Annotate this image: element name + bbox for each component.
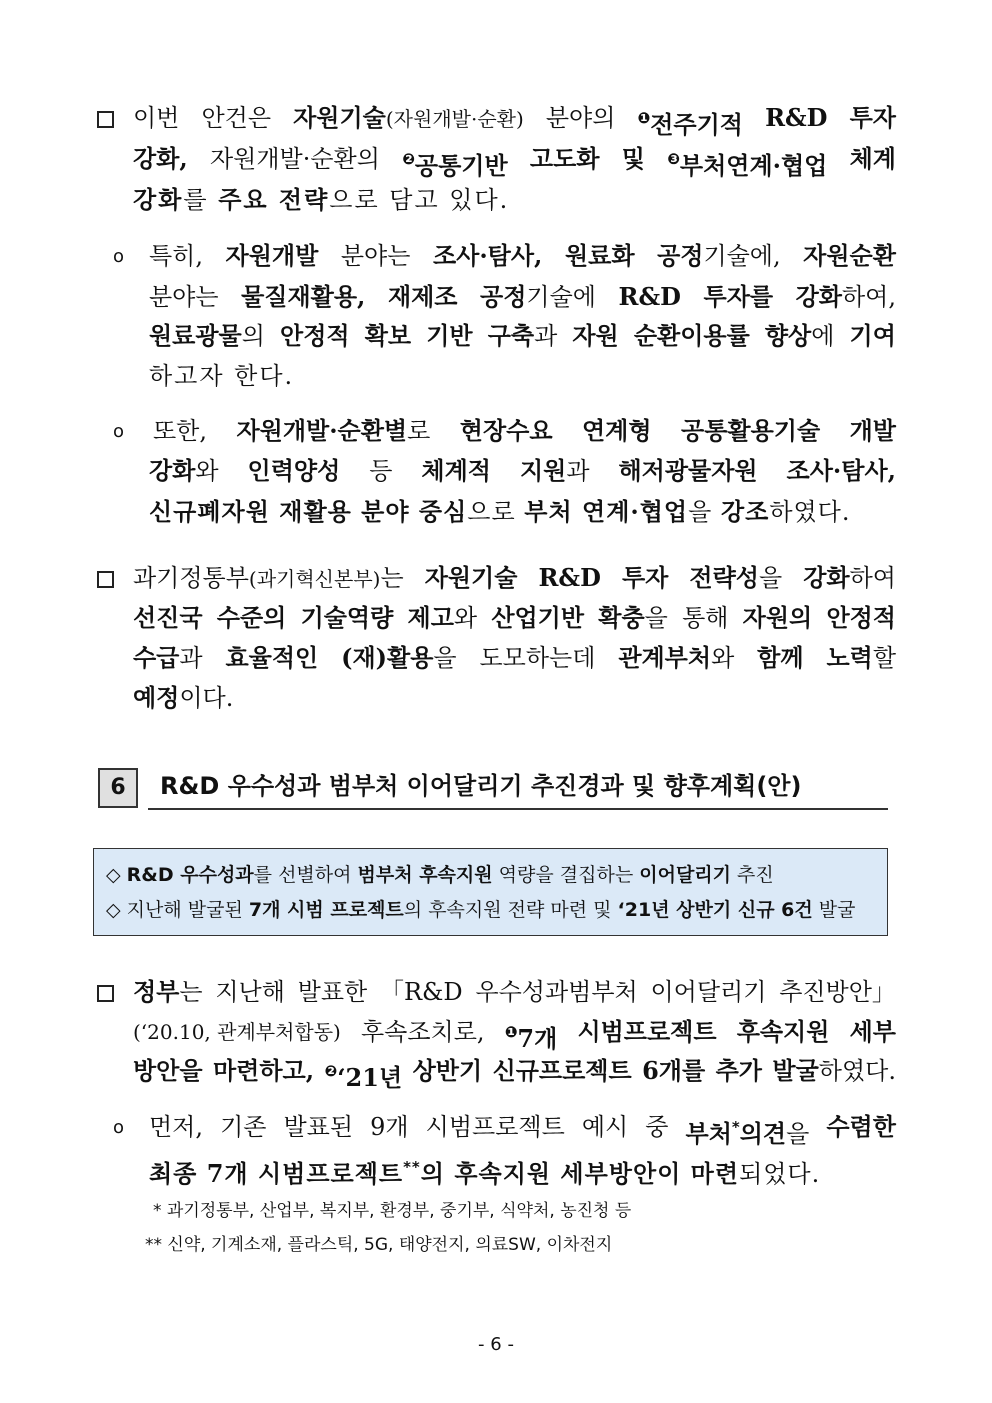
page-number: - 6 - [478,1334,514,1355]
paragraph-1a-line-1: 특히, 자원개발 분야는 조사·탐사, 원료화 공정기술에, 자원순환 [149,241,896,270]
paragraph-1b-line-2: 강화와 인력양성 등 체계적 지원과 해저광물자원 조사·탐사, [149,456,896,485]
square-bullet-icon [97,571,114,588]
square-bullet-icon [97,111,114,128]
paragraph-1b-line-3: 신규폐자원 재활용 분야 중심으로 부처 연계·협업을 강조하였다. [149,497,851,526]
paragraph-3-line-1: 정부는 지난해 발표한 「R&D 우수성과범부처 이어달리기 추진방안」 [133,977,896,1006]
square-bullet-icon [97,985,114,1002]
summary-box [93,848,888,936]
section-number: 6 [98,768,138,808]
paragraph-1-line-3: 강화를 주요 전략으로 담고 있다. [133,185,510,214]
paragraph-2-line-2: 선진국 수준의 기술역량 제고와 산업기반 확충을 통해 자원의 안정적 [133,603,896,632]
footnote-2: ** 신약, 기계소재, 플라스틱, 5G, 태양전지, 의료SW, 이차전지 [145,1235,613,1255]
summary-line-1: ◇ R&D 우수성과를 선별하여 범부처 후속지원 역량을 결집하는 이어달리기 추진 [106,864,774,886]
circle-bullet-icon: o [113,421,125,442]
paragraph-2-line-4: 예정이다. [133,683,234,712]
paragraph-3a-line-2: 최종 7개 시범프로젝트**의 후속지원 세부방안이 마련되었다. [149,1158,821,1188]
section-title: R&D 우수성과 범부처 이어달리기 추진경과 및 향후계획(안) [160,772,802,800]
section-underline [148,808,888,810]
circle-bullet-icon: o [113,1117,125,1138]
footnote-1: * 과기정통부, 산업부, 복지부, 환경부, 중기부, 식약처, 농진청 등 [153,1201,632,1221]
paragraph-2-line-3: 수급과 효율적인 (재)활용을 도모하는데 관계부처와 함께 노력할 [133,643,896,672]
paragraph-1a-line-4: 하고자 한다. [149,362,295,390]
paragraph-1a-line-2: 분야는 물질재활용, 재제조 공정기술에 R&D 투자를 강화하여, [149,282,896,311]
paragraph-3-line-2: (‘20.10, 관계부처합동) 후속조치로, $^❶$7개 시범프로젝트 후속지원 세부 [133,1017,896,1053]
paragraph-2-line-1: 과기정통부(과기혁신본부)는 자원기술 R&D 투자 전략성을 강화하여 [133,563,896,592]
summary-line-2: ◇ 지난해 발굴된 7개 시범 프로젝트의 후속지원 전략 마련 및 ‘21년 상반기 신규 6건 발굴 [106,899,856,921]
paragraph-1-line-2: 강화, 자원개발·순환의 $^❷$공통기반 고도화 및 $^❸$부처연계·협업 체계 [133,144,896,180]
paragraph-1b-line-1: 또한, 자원개발·순환별로 현장수요 연계형 공통활용기술 개발 [153,416,896,445]
circle-bullet-icon: o [113,246,125,267]
paragraph-1a-line-3: 원료광물의 안정적 확보 기반 구축과 자원 순환이용률 향상에 기여 [149,321,896,350]
paragraph-3-line-3: 방안을 마련하고, $^❷$‘21년 상반기 신규프로젝트 6개를 추가 발굴하였다. [133,1056,896,1092]
paragraph-1-line-1: 이번 안건은 자원기술(자원개발·순환) 분야의 $^❶$전주기적 R&D 투자 [133,103,896,139]
paragraph-3a-line-1: 먼저, 기존 발표된 9개 시범프로젝트 예시 중 부처*의견을 수렴한 [149,1112,896,1148]
